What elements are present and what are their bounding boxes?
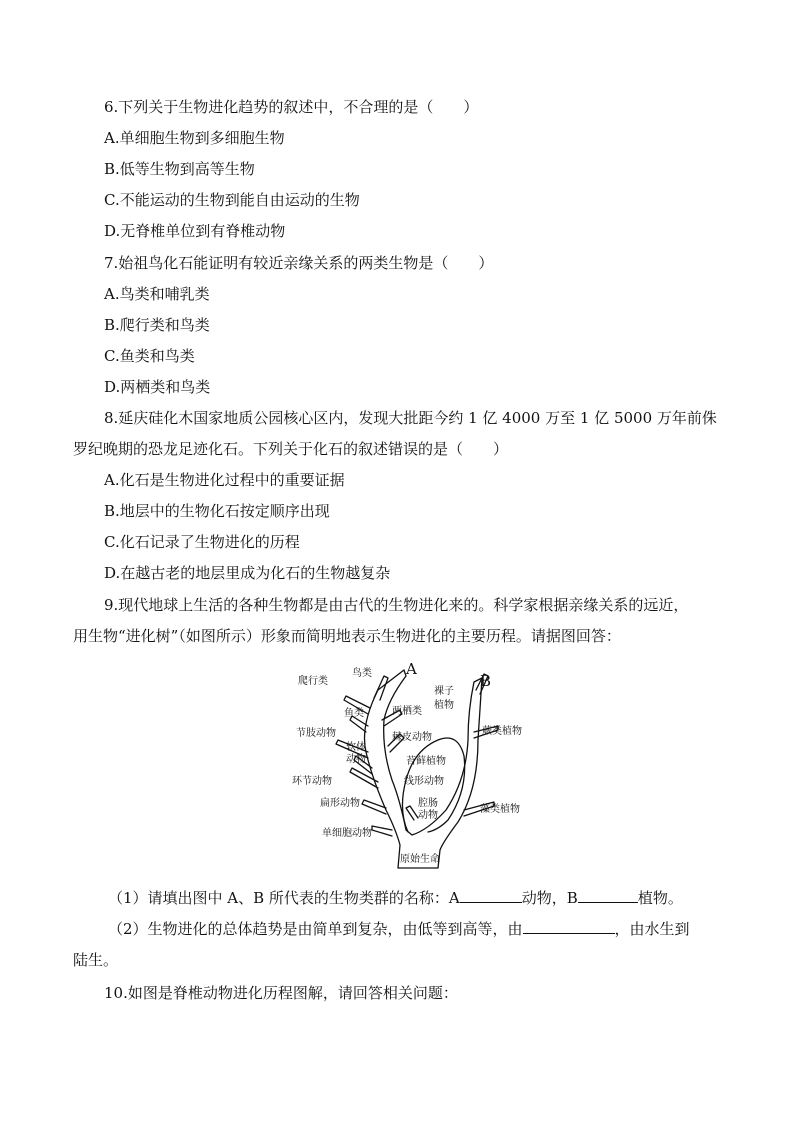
label-birds: 鸟类 [352, 668, 372, 679]
label-annelids: 环节动物 [292, 776, 332, 787]
label-reptiles: 爬行类 [298, 676, 328, 687]
q8-stem-line1: 8.延庆硅化木国家地质公园核心区内，发现大批距今约 1 亿 4000 万至 1 亿 5000 万年前侏 [104, 409, 717, 427]
q9-sub2-wrap: 陆生。 [73, 951, 119, 969]
q6-option-b: B.低等生物到高等生物 [104, 160, 255, 178]
label-nematodes: 线形动物 [404, 776, 444, 787]
q9-sub2 [108, 919, 690, 939]
q9-sub1-text-b: 动物，B [521, 889, 578, 907]
q7-option-b: B.爬行类和鸟类 [104, 316, 210, 334]
q9-stem-line2: 用生物“进化树”（如图所示）形象而简明地表示生物进化的主要历程。请据图回答： [73, 627, 621, 645]
label-gymnosperms-1: 裸子 [434, 686, 454, 697]
label-amphibians: 两栖类 [392, 706, 422, 717]
q9-sub1 [108, 888, 683, 908]
label-gymnosperms-2: 植物 [434, 700, 454, 711]
label-coelenterates-2: 动物 [418, 810, 438, 821]
q7-option-c: C.鱼类和鸟类 [104, 347, 195, 365]
branch-unicellular [372, 826, 392, 836]
q8-stem-line2: 罗纪晚期的恐龙足迹化石。下列关于化石的叙述错误的是（ ） [73, 440, 509, 458]
label-mosses: 苔藓植物 [406, 756, 446, 767]
q8-option-b: B.地层中的生物化石按定顺序出现 [104, 502, 330, 520]
q7-option-d: D.两栖类和鸟类 [104, 378, 211, 396]
evolution-tree-figure [288, 660, 538, 872]
q6-option-a: A.单细胞生物到多细胞生物 [104, 129, 285, 147]
label-b: B [480, 672, 492, 690]
q10-stem: 10.如图是脊椎动物进化历程图解，请回答相关问题： [104, 984, 458, 1002]
label-coelenterates-1: 腔肠 [418, 798, 438, 809]
branch-coelenterates [406, 806, 418, 820]
q9-sub2-text-a: （2）生物进化的总体趋势是由简单到复杂，由低等到高等，由 [108, 920, 523, 938]
q9-sub1-text-a: （1）请填出图中 A、B 所代表的生物类群的名称：A [108, 889, 460, 907]
label-a: A [406, 660, 417, 678]
label-unicellular: 单细胞动物 [322, 828, 372, 839]
label-mollusks-1: 软体 [346, 742, 366, 753]
label-origin: 原始生命 [400, 854, 440, 865]
label-echinoderms: 棘皮动物 [392, 732, 432, 743]
label-fish: 鱼类 [344, 708, 364, 719]
q7-option-a: A.鸟类和哺乳类 [104, 285, 210, 303]
q7-stem: 7.始祖鸟化石能证明有较近亲缘关系的两类生物是（ ） [104, 254, 494, 272]
q8-option-a: A.化石是生物进化过程中的重要证据 [104, 471, 345, 489]
q6-stem: 6.下列关于生物进化趋势的叙述中，不合理的是（ ） [104, 98, 479, 116]
q9-blank-c[interactable] [523, 919, 615, 934]
q8-option-d: D.在越古老的地层里成为化石的生物越复杂 [104, 564, 391, 582]
q6-option-d: D.无脊椎单位到有脊椎动物 [104, 222, 286, 240]
q9-sub2-text-b: ，由水生到 [614, 920, 690, 938]
label-flatworms: 扁形动物 [320, 798, 360, 809]
label-algae: 藻类植物 [480, 804, 520, 815]
label-arthropods: 节肢动物 [296, 728, 336, 739]
label-ferns: 蕨类植物 [482, 726, 522, 737]
q6-option-c: C.不能运动的生物到能自由运动的生物 [104, 191, 360, 209]
q9-sub1-text-c: 植物。 [637, 889, 683, 907]
q9-stem-line1: 9.现代地球上生活的各种生物都是由古代的生物进化来的。科学家根据亲缘关系的远近， [104, 596, 689, 614]
q9-blank-b[interactable] [578, 888, 638, 903]
label-mollusks-2: 动物 [346, 754, 366, 765]
q9-blank-a[interactable] [460, 888, 522, 903]
q8-option-c: C.化石记录了生物进化的历程 [104, 533, 300, 551]
